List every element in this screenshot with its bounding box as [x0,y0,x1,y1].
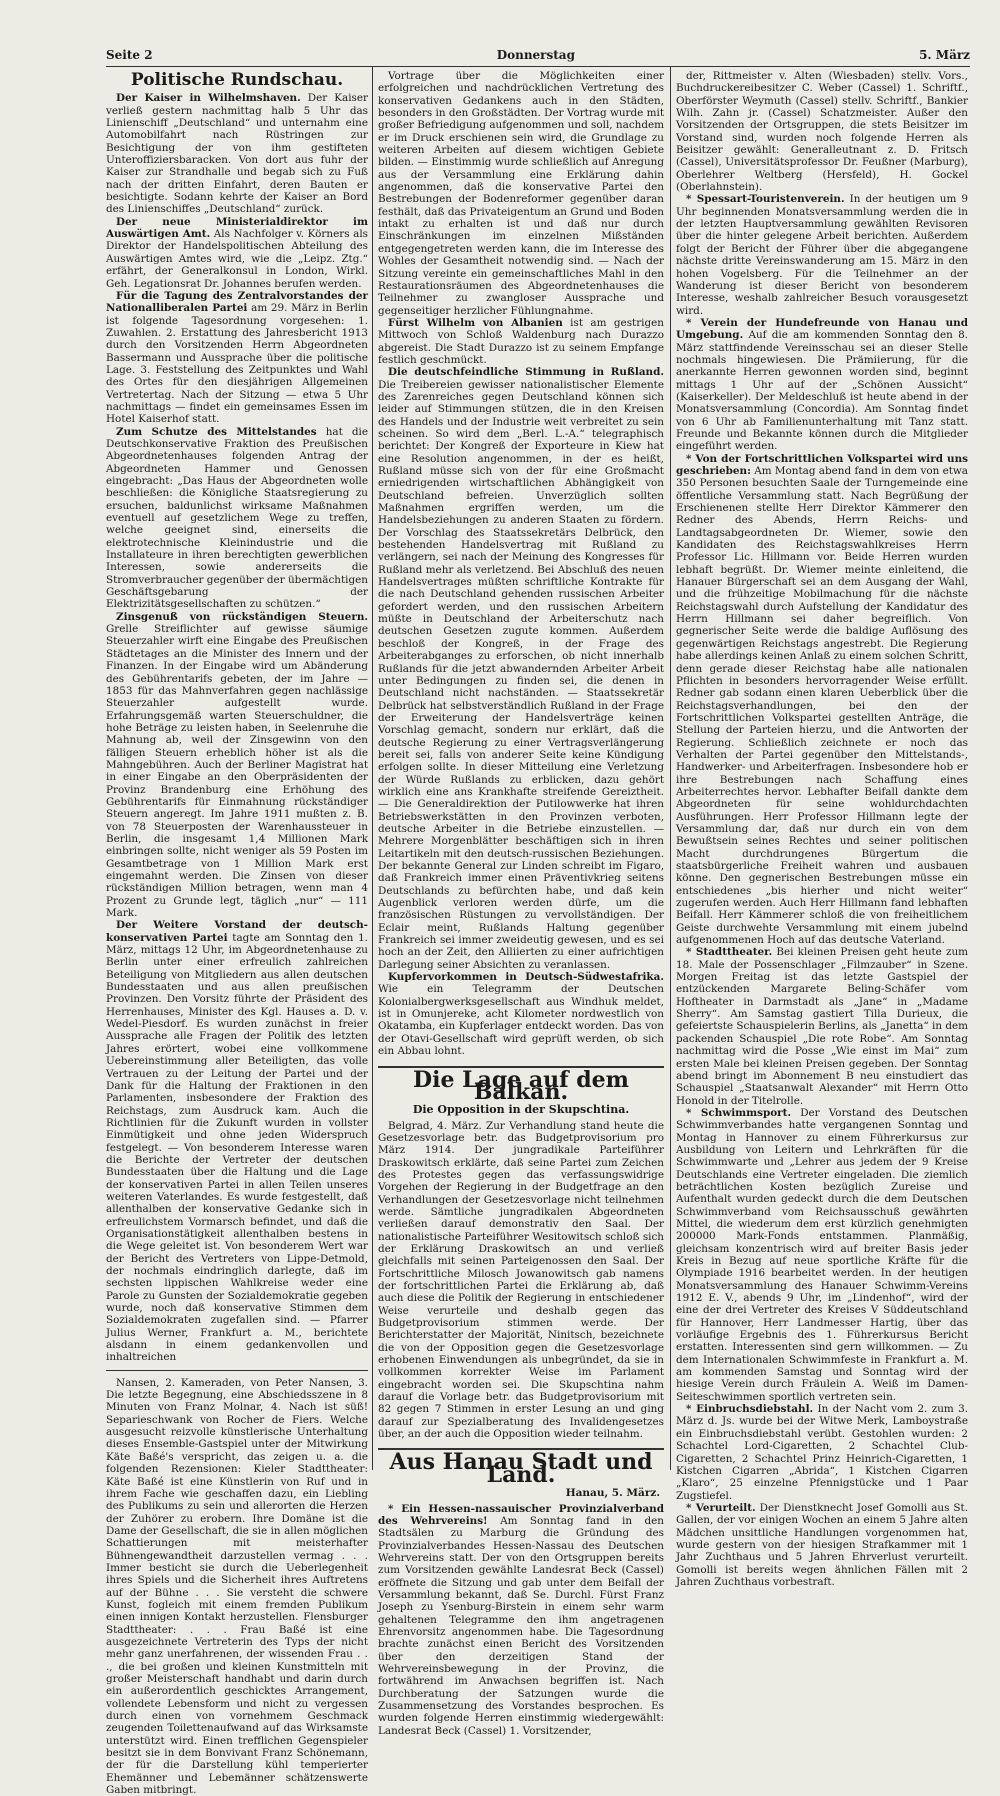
article-lead: * Stadttheater. [686,946,773,959]
column-rule-2 [670,66,671,1470]
article-lead: Der neue Ministerialdirektor im Auswärtigen Amt. [106,215,368,241]
article-body: der, Rittmeister v. Alten (Wiesbaden) stellv. Vors., Buchdruckereibesitzer C. Weber (Cassel) 1. Schriftf., Oberförster Weymuth (Cassel) stellv. Schriftf., Bankier Wilh. Zahn jr. (Cassel) Schatzmeister. Außer den Vorsitzenden der Ortsgruppen, die stets Beisitzer im Vorstand sind, wurden noch folgende Herren als Beisitzer gewählt: Generalleutnant z. D. Fritsch (Cassel), Universitätsprofessor Dr. Feußner (Marburg), Oberlehrer Weltberg (Hersfeld), H. Gockel (Oberlahnstein). [676,70,968,194]
column-2 [378,70,665,1737]
article-paragraph [676,1403,968,1502]
local-dateline: Hanau, 5. März. [565,1487,660,1500]
weekday: Donnerstag [496,48,575,62]
column-3 [676,70,969,1588]
feuilleton-text: Nansen, 2. Kameraden, von Peter Nansen, 3. Die letzte Begegnung, eine Abschiedsszene in 8 Minuten von Franz Molnar, 4. Nach ist süß! Separieschwank von Rocher de Fiers. Welche ausgesucht reizvolle künstlerische Unterhaltung dieses Ensemble-Gastspiel unter der Mitwirkung Käte Baßé's verspricht, das zeigen u. a. die folgenden Rezensionen: Kieler Stadttheater: Käte Baßé ist eine Künstlerin von Ruf und in ihrem Fache wie geschaffen dazu, ein Liebling des Publikums zu sein und allerorten die Herzen der Zuhörer zu erobern. Ihre Domäne ist die Dame der Gesellschaft, die sie in allen möglichen Schattierungen mit meisterhafter Bühnengewandtheit darzustellen vermag . . . Immer besticht sie durch die Ueberlegenheit ihres Spiels und die Sicherheit ihres Auftretens auf der Bühne . . . Sie versteht die schwere Kunst, fogleich mit einem fremden Publikum einen innigen Kontakt herzustellen. Flensburger Stadttheater: . . . Frau Baßé ist eine ausgezeichnete Vertreterin des Typs der nicht mehr ganz unerfahrenen, der wissenden Frau . . ., die bei großen und kleinen Kunstmitteln mit großer Meisterschaft handhabt und darin durch ein außerordentlich geschicktes Arrangement, vollendete Lebensform und nicht zu vergessen durch einen von vornehmem Geschmack zeugenden Toilettenaufwand auf das Wirksamste unterstützt wird. Einen trefflichen Gegenspieler besitzt sie in dem Bonvivant Franz Schönemann, der für die Darstellung kühl temperierter Ehemänner und Lebemänner schätzenswerte Gaben mitbringt. [106,1376,368,1796]
article-lead: * Schwimmsport. [686,1106,792,1119]
article-lead: * Spessart-Touristenverein. [686,193,845,206]
article-lead: Der Weitere Vorstand der deutsch-konservativen Partei [106,919,368,944]
column-rule-1 [372,66,373,1470]
page-header [106,44,970,67]
article-body: Bei kleinen Preisen geht heute zum 18. Male der Possenschlager „Filmzauber“ in Szene. Morgen Freitag ist das letzte Gastspiel der entzückenden Margarete Beling-Schäfer vom Hoftheater in Darmstadt als „Jane“ in „Madame Sherry“. Am Samstag gastiert Tilla Durieux, die gefeiertste Schauspielerin Berlins, als „Janetta“ in dem packenden Schauspiel „Die rote Robe“. Am Sonntag nachmittag wird die Posse „Wie einst im Mai“ zum ersten Male bei kleinen Preisen gegeben. Der Sonntag abend bringt im Abonnement B neu einstudiert das Schauspiel „Staatsanwalt Alexander“ mit Herrn Otto Honold in der Titelrolle. [676,946,968,1107]
article-body: ist am gestrigen Mittwoch von Schloß Waldenburg nach Durazzo abgereist. Die Stadt Durazzo ist zu seinem Empfange festlich geschmückt. [378,316,664,366]
article-paragraph [106,216,368,290]
article-body: In der heutigen um 9 Uhr beginnenden Monatsversammlung werden die in der letzten Hauptversammlung gewählten Revisoren über die hinter gelegene Arbeit berichten. Außerdem folgt der Bericht der Führer über die abgegangene nächste dritte Vereinswanderung am 15. März in den hohen Vogelsberg. Für die Teilnehmer an der Wanderung ist dieser Bericht von besonderem Interesse, weshalb zahlreicher Besuch vorausgesetzt wird. [676,193,968,317]
article-lead: Für die Tagung des Zentralvorstandes der Nationalliberalen Partei [106,289,368,315]
article-body: Am Montag abend fand in dem von etwa 350 Personen besuchten Saale der Turngemeinde eine öffentliche Versammlung statt. Nach Begrüßung der Erschienenen stellte Herr Direktor Kämmerer den Redner des Abends, Herrn Reichs- und Landtagsabgeordneten Dr. Wiemer, sowie den Kandidaten des Reichstagswahlkreises Herrn Professor Lic. Hillmann vor. Beide Herren wurden lebhaft begrüßt. Dr. Wiemer meinte einleitend, die Hanauer Bürgerschaft sei an dem Ausgang der Wahl, und die frühzeitige Mobilmachung für die nächste Reichstagswahl durch Aufstellung der Kandidatur des Herrn Hillmann sei daher begreiflich. Von gegnerischer Seite werde die baldige Auflösung des gegenwärtigen Reichstags angestrebt. Die Regierung habe allerdings keinen Anlaß zu einem solchen Schritt, denn gerade dieser Reichstag habe alle nationalen Pflichten in besonders hervorragender Weise erfüllt. Redner gab sodann einen klaren Ueberblick über die Reichstagsverhandlungen, bei den der Fortschrittlichen Volkspartei gestellten Anträge, die Stellung der Parteien hierzu, und die Antworten der Regierung. Schließlich zeichnete er noch das Verhalten der Partei gegenüber den Mittelstands-, Handwerker- und Arbeiterfragen. Insbesondere hob er ihre Bestrebungen nach Schaffung eines Arbeiterrechtes hervor. Lebhafter Beifall dankte dem Abgeordneten für seine wohldurchdachten Ausführungen. Herr Professor Hillmann legte der Versammlung dar, daß nur durch ein von dem Bewußtsein seines Rechtes und seiner politischen Macht durchdrungenes Bürgertum die staatsbürgerliche Freiheit wahren und ausbauen könne. Den gegnerischen Bestrebungen müsse ein entschiedenes „bis hierher und nicht weiter“ zugerufen werden. Auch Herr Hillmann fand lebhaften Beifall. Herr Kämmerer schloß die von freiheitlichem Geiste durchwehte Versammlung mit einem jubelnd aufgenommenen Hoch auf das deutsche Vaterland. [676,465,968,947]
article-body: Die Treibereien gewisser nationalistischer Elemente des Zarenreiches gegen Deutschland können sich leider auf Stimmungen stützen, die in den Kreisen des Handels und der Industrie weit verbreitet zu sein scheinen. So wird dem „Berl. L.-A.“ telegraphisch berichtet: Der Kongreß der Exporteure in Kiew hat eine Resolution angenommen, in der es heißt, Rußland müsse sich von der für eine Großmacht erniedrigenden wirtschaftlichen Abhängigkeit von Deutschland befreien. Unverzüglich sollten Maßnahmen ergriffen werden, um die Handelsbeziehungen zu anderen Staaten zu fördern. Der Vorschlag des Staatssekretärs Delbrück, den bestehenden Handelsvertrag mit Rußland zu verlängern, sei nach der Meinung des Kongresses für Rußland mehr als verletzend. Bei Abschluß des neuen Handelsvertrages müßten schriftliche Kontrakte für die nach Deutschland gehenden russischen Arbeiter gefordert werden, und den russischen Arbeitern müßte in Deutschland der Arbeiterschutz nach deutschen Gesetzen zugute kommen. Außerdem beschloß der Kongreß, in der Frage des Arbeiterabganges zu erforschen, ob nicht innerhalb Rußlands für die jetzt abwandernden Arbeiter Arbeit unter Bedingungen zu finden sei, die denen in Deutschland nicht nachständen. — Staatssekretär Delbrück hat selbstverständlich Rußland in der Frage der Erweiterung der Handelsverträge keinen Vorschlag gemacht, sondern nur erklärt, daß die deutsche Regierung zu einer Vertragsverlängerung bereit sei, falls von anderer Seite keine Kündigung erfolgen sollte. In dieser Mitteilung eine Verletzung der Würde Rußlands zu erblicken, dazu gehört wirklich eine ans Krankhafte streifende Gereiztheit. — Die Generaldirektion der Putilowwerke hat ihren Betriebswerkstätten in den Provinzen verboten, deutsche Arbeiter in die Betriebe einzustellen. — Mehrere Morgenblätter beschäftigen sich in ihren Leitartikeln mit den deutsch-russischen Beziehungen. Der bekannte General zur Linden schreibt im Figaro, daß Frankreich immer einen Präventivkrieg seitens Deutschlands zu befürchten habe, und daß kein Augenblick verloren werden dürfe, um die französischen Rüstungen zu vervollständigen. Der Eclair meint, Rußlands Haltung gegenüber Frankreich sei immer zweideutig gewesen, und es sei hoch an der Zeit, den Alliierten zu einer aufrichtigen Darlegung seiner Absichten zu veranlassen. [378,378,664,971]
article-paragraph [106,92,368,215]
local-news [676,70,968,1588]
article-body: Vortrage über die Möglichkeiten einer erfolgreichen und nachdrücklichen Vertretung des konservativen Gedankens auch in den Städten, besonders in den Großstädten. Der Vortrag wurde mit großer Befriedigung aufgenommen und soll, nachdem er im Druck erschienen sein wird, die Grundlage zu weiteren Arbeiten auf diesem wichtigen Gebiete bilden. — Einstimmig wurde schließlich auf Anregung aus der Versammlung eine Erklärung dahin angenommen, daß die konservative Partei den Bestrebungen der Bodenreformer gegenüber daran festhält, daß das Privateigentum an Grund und Boden intakt zu erhalten ist und daß nur durch Einschränkungen im einzelnen Mißständen entgegengetreten werden kann, die im Interesse des Wohles der Gesamtheit notwendig sind. — Nach der Sitzung vereinte ein gemeinschaftliches Mahl in den Restaurationsräumen des Abgeordnetenhauses die Teilnehmer zu zwangloser Aussprache und gegenseitiger herzlicher Fühlungnahme. [378,70,664,317]
wehrverein-lead: * Ein Hessen-nassauischer Provinzialverband des Wehrvereins! [378,1502,664,1527]
balkan-article: Belgrad, 4. März. Zur Verhandlung stand heute die Gesetzesvorlage betr. das Budgetprovisorium pro März 1914. Der jungradikale Parteiführer Draskowitsch erklärte, daß seine Partei zum Zeichen des Protestes gegen das verfassungswidrige Vorgehen der Regierung in der Budgetfrage an den Verhandlungen der Gesetzesvorlage nicht teilnehmen werde. Sämtliche jungradikalen Abgeordneten verließen darauf demonstrativ den Saal. Der nationalistische Parteiführer Wesitowitsch schloß sich der Erklärung Draskowitsch an und verließ gleichfalls mit seinen Parteigenossen den Saal. Der Fortschrittliche Milosch Jowanowitsch gab namens der fortschrittlichen Partei die Erklärung ab, daß auch diese die Politik der Regierung in entschiedener Weise verurteile und deshalb gegen das Budgetprovisorium stimmen werde. Der Berichterstatter der Majorität, Ninitsch, bezeichnete die von der Opposition gegen die Gesetzesvorlage erhobenen Einwendungen als unbegründet, da sie in vollkommen korrekter Weise im Parlament eingebracht worden sei. Die Skupschtina nahm darauf die Vorlage betr. das Budgetprovisorium mit 82 gegen 7 Stimmen in erster Lesung an und ging darauf zur Spezialberatung des Invalidengesetzes über, an der auch die Opposition wieder teilnahm. [378,1119,664,1441]
article-lead: * Verein der Hundefreunde von Hanau und Umgebung. [676,316,968,342]
article-paragraph [378,317,664,366]
article-body: am 29. März in Berlin ist folgende Tagesordnung vorgesehen: 1. Zuwahlen. 2. Erstattung des Jahresbericht 1913 durch den Vorsitzenden Herrn Abgeordneten Bassermann und Aussprache über die politische Lage. 3. Feststellung des Zeitpunktes und Wahl des Ortes für den diesjährigen Allgemeinen Vertretertag. Nach der Sitzung — etwa 5 Uhr nachmittags — findet ein gemeinsames Essen im Hotel Kaiserhof statt. [106,302,369,426]
article-paragraph [676,70,968,193]
article-lead: Zinsgenuß von rückständigen Steuern. [116,610,368,623]
article-body: tagte am Sonntag den 1. März, mittags 12 Uhr, im Abgeordnetenhause zu Berlin unter einer erfreulich zahlreichen Beteiligung von Mitgliedern aus allen deutschen Bundesstaaten und aus allen preußischen Provinzen. Den Vorsitz führte der Präsident des Herrenhauses, Minister des Kgl. Hauses a. D. v. Wedel-Piesdorf. Es wurden zunächst in freier Aussprache alle Fragen der Politik des letzten Jahres erörtert, wobei eine vollkommene Uebereinstimmung aller Beteiligten, das volle Vertrauen zu der Leitung der Partei und der Dank für die Haltung der Fraktionen in den Parlamenten, insbesondere der Fraktion des Reichstags, zum Ausdruck kam. Auch die Richtlinien für die Zukunft wurden in vollster Einmütigkeit und ohne jeden Widerspruch festgelegt. — Von besonderem Interesse waren die Berichte der Vertreter der deutschen Bundesstaaten über die Haltung und die Lage der konservativen Partei in allen Teilen unseres weiteren Vaterlandes. Es wurde festgestellt, daß allenthalben der konservative Gedanke sich in erfreulichstem Vormarsch befindet, und daß die Organisationstätigkeit allenthalben bestens in die Wege geleitet ist. Von besonderem Wert war der Bericht des Vertreters von Lippe-Detmold, der nochmals eindringlich darlegte, daß im sechsten lippischen Wahlkreise weder eine Parole zu Gunsten der Sozialdemokratie gegeben wurde, noch daß konservative Stimmen dem Sozialdemokraten zugefallen sind. — Pfarrer Julius Werner, Frankfurt a. M., berichtete alsdann in einem gedankenvollen und inhaltreichen [106,931,368,1364]
article-paragraph [676,193,968,316]
article-body: hat die Deutschkonservative Fraktion des Preußischen Abgeordnetenhauses folgenden Antrag der Abgeordneten Hammer und Genossen eingebracht: „Das Haus der Abgeordneten wolle beschließen: die Königliche Staatsregierung zu ersuchen, baldunlichst wirksame Maßnahmen eventuell auf gesetzlichem Wege zu treffen, welche geeignet sind, einerseits die elektrotechnische Kleinindustrie und die Installateure in ihren berechtigten gewerblichen Interessen, sowie andererseits die Stromverbraucher gegenüber der übermächtigen Geschäftsgebarung der Elektrizitätsgesellschaften zu schützen.“ [106,425,369,611]
politics-continued [378,70,664,1058]
article-paragraph [106,919,368,1363]
page-number: Seite 2 [106,48,153,62]
article-body: Der Dienstknecht Josef Gomolli aus St. Gallen, der vor einigen Wochen an einem 5 Jahre alten Mädchen unsittliche Handlungen vorgenommen hat, wurde gestern von der hiesigen Strafkammer mit 1 Jahr Zuchthaus und 5 Jahren Ehrverlust verurteilt. Gomolli ist bereits wegen ähnlichen Fällen mit 2 Jahren Zuchthaus vorbestraft. [676,1501,968,1588]
article-body: Auf die am kommenden Sonntag den 8. März stattfindende Vereinsschau sei an dieser Stelle nochmals hingewiesen. Die Prämiierung, für die anerkannte Herren gewonnen worden sind, beginnt mittags 1 Uhr auf der „Schönen Aussicht“ (Kaiserkeller). Der Meldeschluß ist heute abend in der Monatsversammlung (Concordia). Am Sonntag findet von 6 Uhr ab Familienunterhaltung mit Tanz statt. Freunde und Bekannte können durch die Mitglieder eingeführt werden. [676,329,968,453]
wehrverein-article [378,1503,664,1738]
article-paragraph [106,290,368,426]
article-paragraph [378,971,664,1057]
article-paragraph [106,426,368,611]
article-body: Der Vorstand des Deutschen Schwimmverbandes hatte vergangenen Sonntag und Montag in Hannover zu einem Führerkursus zur Ausbildung von Leitern und Lehrkräften für die Schwimmwarte und „Lehrer aus jedem der 9 Kreise Deutschlands eine Vertreter eingeladen. Die ziemlich beträchtlichen Kosten bezüglich Zureise und Aufenthalt wurden gedeckt durch die dem Deutschen Schwimmverband vom Reichsausschuß gewährten Mittel, die wiederum dem erst kürzlich genehmigten 200000 Mark-Fonds entstammen. Planmäßig, gleichsam konzentrisch wird auf breiter Basis jeder Kreis in Bezug auf neue sportliche Kräfte für die Olympiade 1916 bearbeitet werden. In der heutigen Monatsversammlung des Hanauer Schwimm-Vereins 1912 E. V., abends 9 Uhr, im „Lindenhof“, wird der eine der drei Vertreter des Kreises V Süddeutschland für Hannover, Herr Landmesser Hartig, über das vorläufige Ergebnis des 1. Führerkursus Bericht erstatten. Interessenten sind gern willkommen. — Zu dem Internationalen Schwimmfeste in Frankfurt a. M. am kommenden Samstag und Sonntag wird der hiesige Verein durch Fräulein A. Weiß im Damen-Seiteschwimmen sportlich vertreten sein. [676,1106,968,1403]
article-paragraph [106,611,368,920]
article-paragraph [378,70,664,317]
article-lead: Kupfervorkommen in Deutsch-Südwestafrika. [388,971,664,984]
article-body: Wie ein Telegramm der Deutschen Kolonialbergwerksgesellschaft aus Windhuk meldet, ist in Omunjereke, acht Kilometer nordwestlich von Okatamba, ein Kupferlager entdeckt worden. Das von der Otavi-Gesellschaft wird geprüft werden, ob sich ein Abbau lohnt. [378,983,664,1058]
wehrverein-body: Am Sonntag fand in den Stadtsälen zu Marburg die Gründung des Provinzialverbandes Hessen-Nassau des Deutschen Wehrvereins statt. Der von den Ortsgruppen bereits zum Vorsitzenden gewählte Landesrat Beck (Cassel) eröffnete die Sitzung und gab unter dem Beifall der Versammlung bekannt, daß Se. Durchl. Fürst Franz Joseph zu Ysenburg-Birstein in einem sehr warm gehaltenen Telegramme den ihm angetragenen Ehrenvorsitz angenommen habe. Die Tagesordnung brachte zunächst einen Bericht des Vorsitzenden über den derzeitigen Stand der Wehrvereinsbewegung in der Provinz, die fortwährend im Anwachsen begriffen ist. Nach Durchberatung der Satzungen wurde die Zusammensetzung des Vorstandes besprochen. Es wurden folgende Herren einstimmig wiedergewählt: Landesrat Beck (Cassel) 1. Vorsitzender, [378,1514,665,1737]
politics-heading: Politische Rundschau. [130,70,344,90]
balkan-heading: Die Lage auf dem Balkan. [413,1066,629,1105]
column-1 [106,70,369,1796]
article-lead: Der Kaiser in Wilhelmshaven. [116,92,301,105]
article-paragraph [378,366,664,971]
article-paragraph [676,317,968,453]
article-lead: Zum Schutze des Mittelstandes [116,425,317,438]
article-body: Als Nachfolger v. Körners als Direktor der Handelspolitischen Abteilung des Auswärtigen Amtes wird, wie die „Leipz. Ztg.“ erfährt, der Generalkonsul in London, Wirkl. Geh. Legationsrat Dr. Johannes berufen werden. [106,228,368,290]
article-paragraph [676,453,968,947]
article-body: Grelle Streiflichter auf gewisse säumige Steuerzahler wirft eine Eingabe des Preußischen Städtetages an die Minister des Innern und der Finanzen. In der Eingabe wird um Abänderung des Gebührentarifs gebeten, der im Jahre — 1853 für das Mahnverfahren gegen nachlässige Steuerzahler aufgestellt wurde. Erfahrungsgemäß warten Steuerschuldner, die hohe Beträge zu leisten haben, in Seelenruhe die Mahnung ab, weil der Zinsgewinn von den fälligen Steuern erheblich höher ist als die Mahngebühren. Auch der Berliner Magistrat hat in einer Eingabe an den Oberpräsidenten der Provinz Brandenburg eine Erhöhung des Gebührentarifs für Einmahnung rückständiger Steuern angeregt. Im Jahre 1911 mußten z. B. von 78 Steuerposten der Warenhaussteuer in Berlin, die insgesamt 1,4 Millionen Mark einbringen sollte, nicht weniger als 59 Posten im Gesamtbetrage von 1 Million Mark erst eingemahnt werden. Die Zinsen von dieser rückständigen Million betragen, wenn man 4 Prozent zu Grunde legt, täglich „nur“ — 111 Mark. [106,623,368,920]
article-lead: * Verurteilt. [686,1501,756,1514]
article-paragraph [676,1502,968,1588]
feuilleton-divider [106,1370,368,1371]
article-lead: * Von der Fortschrittlichen Volkspartei wird uns geschrieben: [676,452,968,477]
article-lead: * Einbruchsdiebstahl. [686,1403,814,1416]
article-lead: Fürst Wilhelm von Albanien [388,316,563,329]
balkan-subheading: Die Opposition in der Skupschtina. [412,1103,630,1117]
issue-date: 5. März [919,48,970,62]
article-body: In der Nacht vom 2. zum 3. März d. Js. wurde bei der Witwe Merk, Lamboystraße ein Einbruchsdiebstahl verübt. Gestohlen wurden: 2 Schachtel Lord-Cigaretten, 2 Schachtel Club-Cigaretten, 2 Schachtel Prinz Heinrich-Cigaretten, 1 Kistchen Cigarren „Abrida“, 1 Kistchen Cigarren „Klaro“, 25 einzelne Pfennigstücke und 1 Paar Zugstiefel. [676,1403,969,1502]
article-paragraph [676,1107,968,1403]
local-heading: Aus Hanau Stadt und Land. [389,1449,653,1488]
article-body: Der Kaiser verließ gestern nachmittag halb 5 Uhr das Linienschiff „Deutschland“ und unternahm eine Automobilfahrt nach Rüstringen zur Besichtigung der von ihm gestifteten Unteroffiziersbaracken. Von dort aus fuhr der Kaiser zur Strandhalle und begab sich zu Fuß nach der dritten Einfahrt, deren Bauten er besichtigte. Sodann kehrte der Kaiser an Bord des Linienschiffes „Deutschland“ zurück. [106,92,368,216]
article-lead: Die deutschfeindliche Stimmung in Rußland. [388,366,664,379]
article-paragraph [676,946,968,1106]
politics-articles [106,92,368,1363]
